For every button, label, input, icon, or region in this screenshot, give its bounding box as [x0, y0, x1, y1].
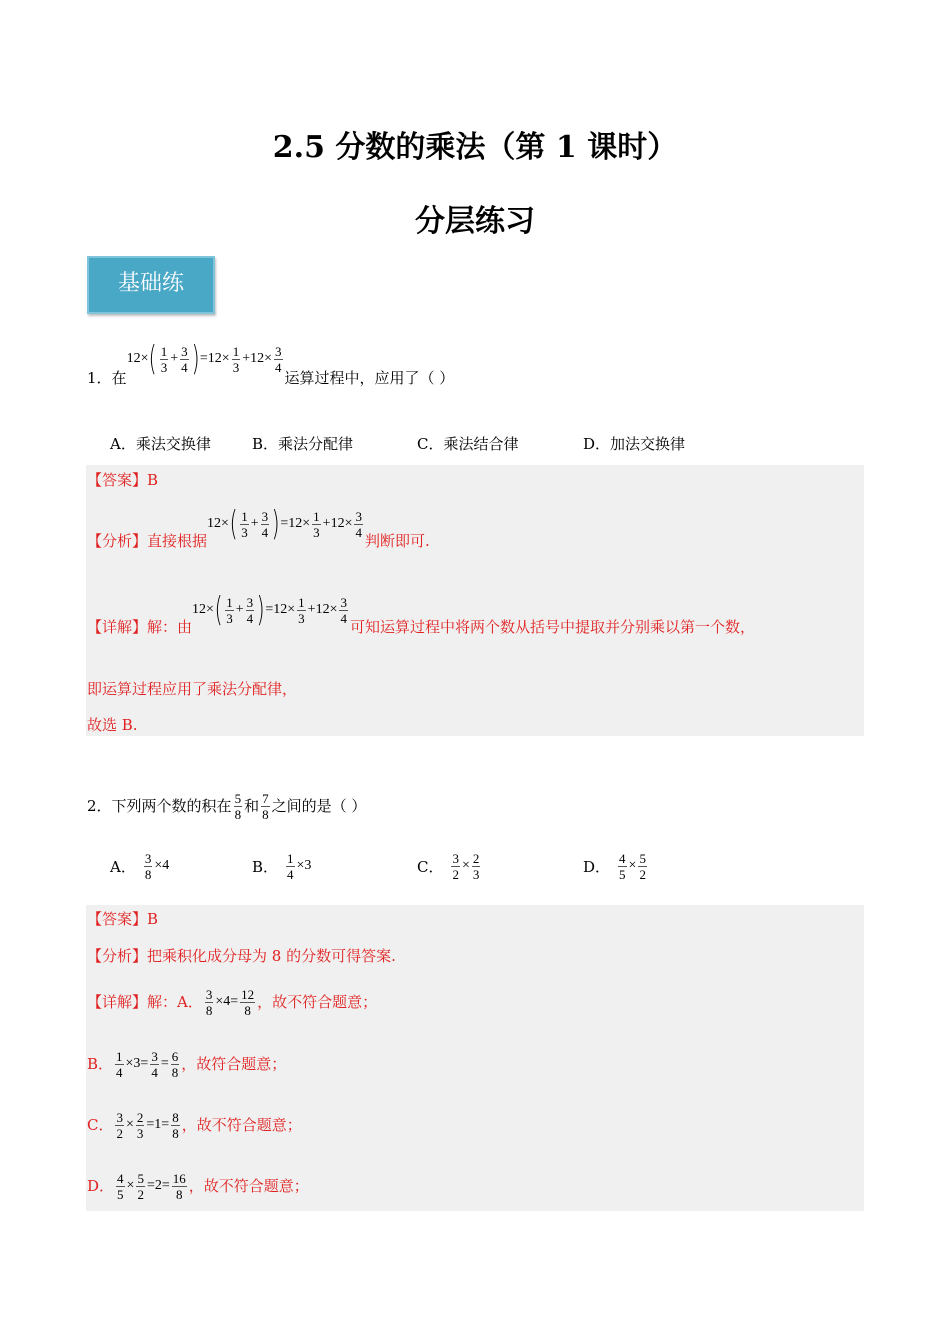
detail-letter: D．	[87, 1177, 115, 1195]
analysis-text-post: 判断即可.	[364, 532, 430, 550]
formula: $\frac{3}{2}$ × $\frac{2}{3}$ =1= $\frac{8}{8}$	[116, 1109, 179, 1141]
question-number: 1．	[87, 369, 112, 387]
question-number: 2．	[87, 797, 112, 815]
analysis-label: 【分析】	[87, 532, 148, 550]
analysis-text: 把乘积化成分母为 8 的分数可得答案.	[147, 947, 396, 965]
question-2: 2． 下列两个数的积在 $\frac{5}{8}$ 和 $\frac{7}{8}$ 之间的是（ ）	[87, 790, 367, 822]
formula: 12× ( $\frac{1}{3}$ + $\frac{3}{4}$ ) =12× $\frac{1}{3}$ +12× $\frac{3}{4}$	[192, 590, 347, 630]
question-1	[87, 339, 455, 388]
option-c[interactable]: C．乘法结合律	[417, 435, 519, 453]
analysis-text-pre: 直接根据	[147, 532, 208, 550]
analysis-line	[87, 503, 430, 551]
detail-line	[87, 589, 755, 637]
answer-value: B	[147, 471, 159, 489]
detail-text-pre: 解：由	[147, 618, 193, 636]
detail-line-c	[87, 1103, 302, 1147]
question-text-pre: 下列两个数的积在	[111, 797, 232, 815]
detail-line-a	[87, 980, 377, 1024]
formula: 12× ( $\frac{1}{3}$ + $\frac{3}{4}$ ) =12× $\frac{1}{3}$ +12× $\frac{3}{4}$	[126, 339, 282, 379]
analysis-line	[87, 946, 396, 966]
page-title: 2.5 分数的乘法（第 1 课时）	[272, 130, 678, 165]
answer-line	[87, 909, 158, 929]
option-letter: D．	[583, 857, 611, 876]
detail-letter: B．	[87, 1055, 114, 1073]
answer-label: 【答案】	[87, 471, 148, 489]
option-d[interactable]: D．加法交换律	[583, 435, 686, 453]
detail-line-b	[87, 1042, 286, 1086]
option-b[interactable]: B．乘法分配律	[252, 435, 354, 453]
formula: $\frac{3}{8}$ ×4= $\frac{12}{8}$	[205, 986, 255, 1018]
option-letter: B．	[252, 857, 279, 876]
question-text-post: 运算过程中，应用了（ ）	[284, 369, 455, 387]
detail-text-post: 可知运算过程中将两个数从括号中提取并分别乘以第一个数，	[349, 618, 755, 636]
detail-label: 【详解】	[87, 993, 148, 1011]
answer-line	[87, 470, 158, 490]
option-a[interactable]: A． $\frac{3}{8}$ ×4	[110, 850, 170, 882]
option-letter: A．	[110, 857, 136, 876]
option-d[interactable]: D． $\frac{4}{5}$ × $\frac{5}{2}$	[583, 850, 646, 882]
detail-line-3: 故选 B.	[87, 716, 138, 734]
answer-label: 【答案】	[87, 910, 148, 928]
option-a[interactable]: A．乘法交换律	[110, 435, 211, 453]
formula: 12× ( $\frac{1}{3}$ + $\frac{3}{4}$ ) =12× $\frac{1}{3}$ +12× $\frac{3}{4}$	[207, 504, 362, 544]
option-letter: C．	[417, 857, 444, 876]
option-c[interactable]: C． $\frac{3}{2}$ × $\frac{2}{3}$	[417, 850, 480, 882]
detail-text-pre: 解：A．	[147, 993, 203, 1011]
option-b[interactable]: B． $\frac{1}{4}$ ×3	[252, 850, 312, 882]
detail-line-2: 即运算过程应用了乘法分配律，	[87, 680, 298, 698]
answer-value: B	[147, 910, 159, 928]
page-subtitle: 分层练习	[415, 204, 535, 239]
question-text-post: 之间的是（ ）	[271, 797, 367, 815]
detail-text-post: ，故不符合题意；	[257, 993, 378, 1011]
section-badge: 基础练	[87, 256, 215, 314]
formula: $\frac{1}{4}$ ×3= $\frac{3}{4}$ = $\frac{6}{8}$	[116, 1048, 179, 1080]
analysis-label: 【分析】	[87, 947, 148, 965]
question-text-mid: 和	[244, 797, 260, 815]
detail-line-d	[87, 1164, 309, 1208]
detail-text-post: ，故不符合题意；	[181, 1116, 302, 1134]
detail-text-post: ，故不符合题意；	[188, 1177, 309, 1195]
detail-letter: C．	[87, 1116, 114, 1134]
detail-label: 【详解】	[87, 618, 148, 636]
formula: $\frac{4}{5}$ × $\frac{5}{2}$ =2= $\frac{16}{8}$	[117, 1170, 186, 1202]
detail-text-post: ，故符合题意；	[181, 1055, 287, 1073]
question-text-pre: 在	[111, 369, 127, 387]
